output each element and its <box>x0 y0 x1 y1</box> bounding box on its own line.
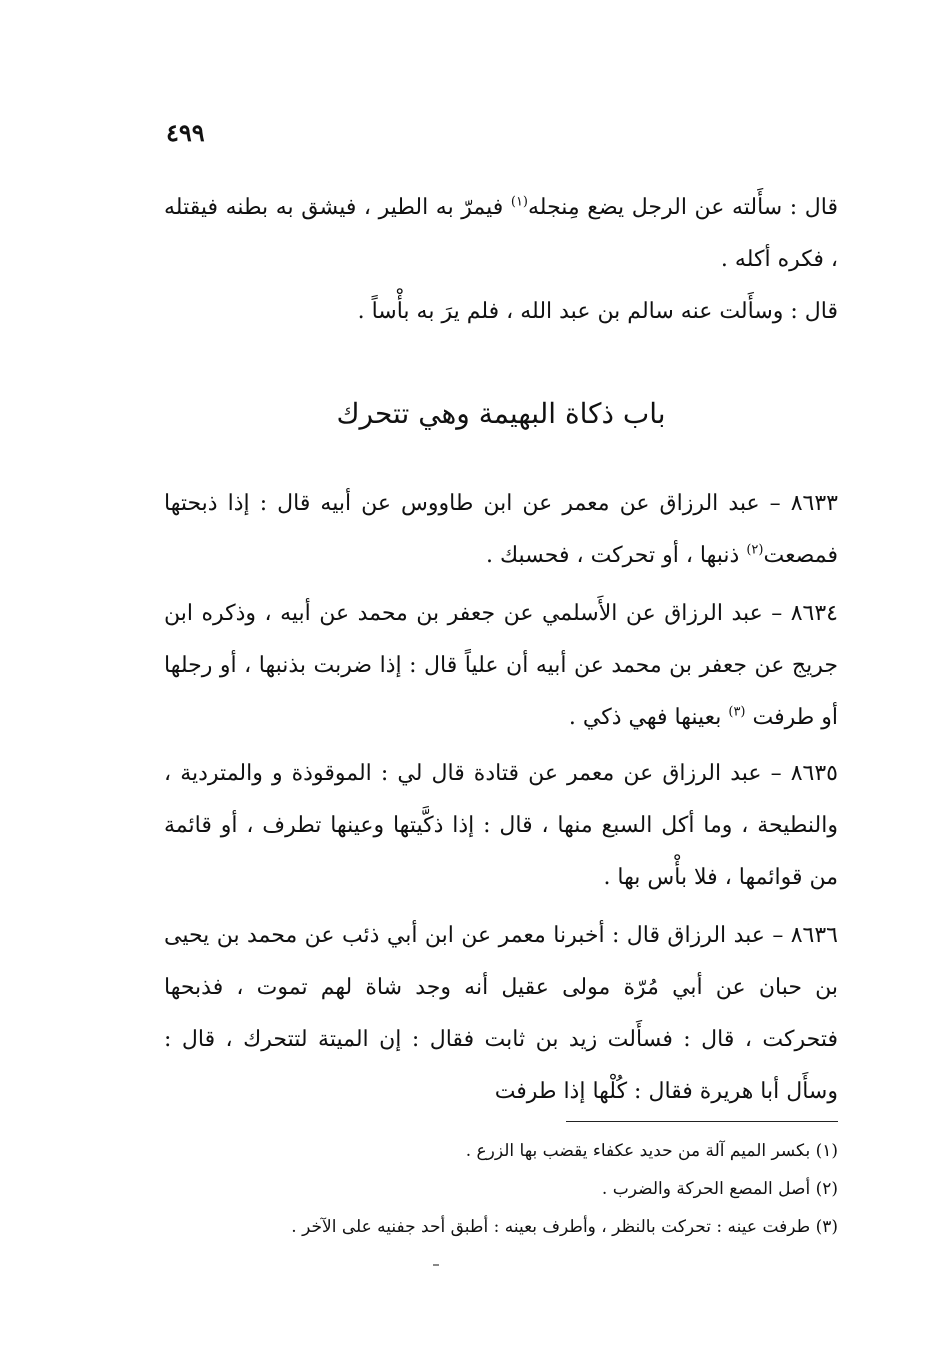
hadith-8634 <box>164 588 838 744</box>
footnote-divider <box>566 1121 838 1122</box>
intro-line-2: قال : وسأَلت عنه سالم بن عبد الله ، فلم يرَ به بأْساً . <box>357 299 838 324</box>
hadith-8635 <box>164 748 838 904</box>
hadith-8634-text-a: ٨٦٣٤ – عبد الرزاق عن الأَسلمي عن جعفر بن محمد عن أبيه ، وذكره ابن جريج عن جعفر بن محمد عن أبيه أن علياً قال : إذا ضربت بذنبها ، أو رجلها أو طرفت <box>164 601 838 730</box>
hadith-8633-text-a: ٨٦٣٣ – عبد الرزاق عن معمر عن ابن طاووس عن أبيه قال : إذا ذبحتها فمصعت <box>164 491 838 568</box>
chapter-heading: باب ذكاة البهيمة وهي تتحرك <box>336 397 666 430</box>
print-mark <box>433 1264 439 1266</box>
footnote-1: (١) بكسر الميم آلة من حديد عكفاء يقضب بها الزرع . <box>465 1141 838 1161</box>
footnote-ref-2: (٢) <box>746 542 764 558</box>
hadith-8634-text-b: بعينها فهي ذكي . <box>568 705 729 730</box>
hadith-8636-text: ٨٦٣٦ – عبد الرزاق قال : أخبرنا معمر عن ابن أبي ذئب عن محمد بن يحيى بن حبان عن أبي مُرّة مولى عقيل أنه وجد شاة لهم تموت ، فذبحها فتحركت ، قال : فسأَلت زيد بن ثابت فقال : إن الميتة لتتحرك ، قال : وسأَل أبا هريرة فقال : كُلْها إذا طرفت <box>164 923 838 1104</box>
hadith-8633 <box>164 478 838 582</box>
footnotes <box>164 1132 838 1246</box>
hadith-8633-text-b: ذنبها ، أو تحركت ، فحسبك . <box>485 543 747 568</box>
footnote-ref-1: (١) <box>510 194 528 210</box>
page-number: ٤٩٩ <box>166 118 205 147</box>
footnote-3: (٣) طرفت عينه : تحركت بالنظر ، وأطرف بعينه : أطبق أحد جفنيه على الآخر . <box>291 1217 838 1237</box>
footnote-ref-3: (٣) <box>728 704 746 720</box>
hadith-8635-text: ٨٦٣٥ – عبد الرزاق عن معمر عن قتادة قال لي : الموقوذة و والمتردية ، والنطيحة ، وما أكل السبع منها ، قال : إذا ذكَّيتها وعينها تطرف ، أو قائمة من قوائمها ، فلا بأْس بها . <box>164 761 838 890</box>
hadith-8636 <box>164 910 838 1118</box>
footnote-2: (٢) أصل المصع الحركة والضرب . <box>601 1179 838 1199</box>
intro-line-1: قال : سأَلته عن الرجل يضع مِنجله$^{(١)}$ فيمرّ به الطير ، فيشق به بطنه فيقتله ، فكره أكله . <box>164 194 838 272</box>
intro-text <box>164 182 838 338</box>
